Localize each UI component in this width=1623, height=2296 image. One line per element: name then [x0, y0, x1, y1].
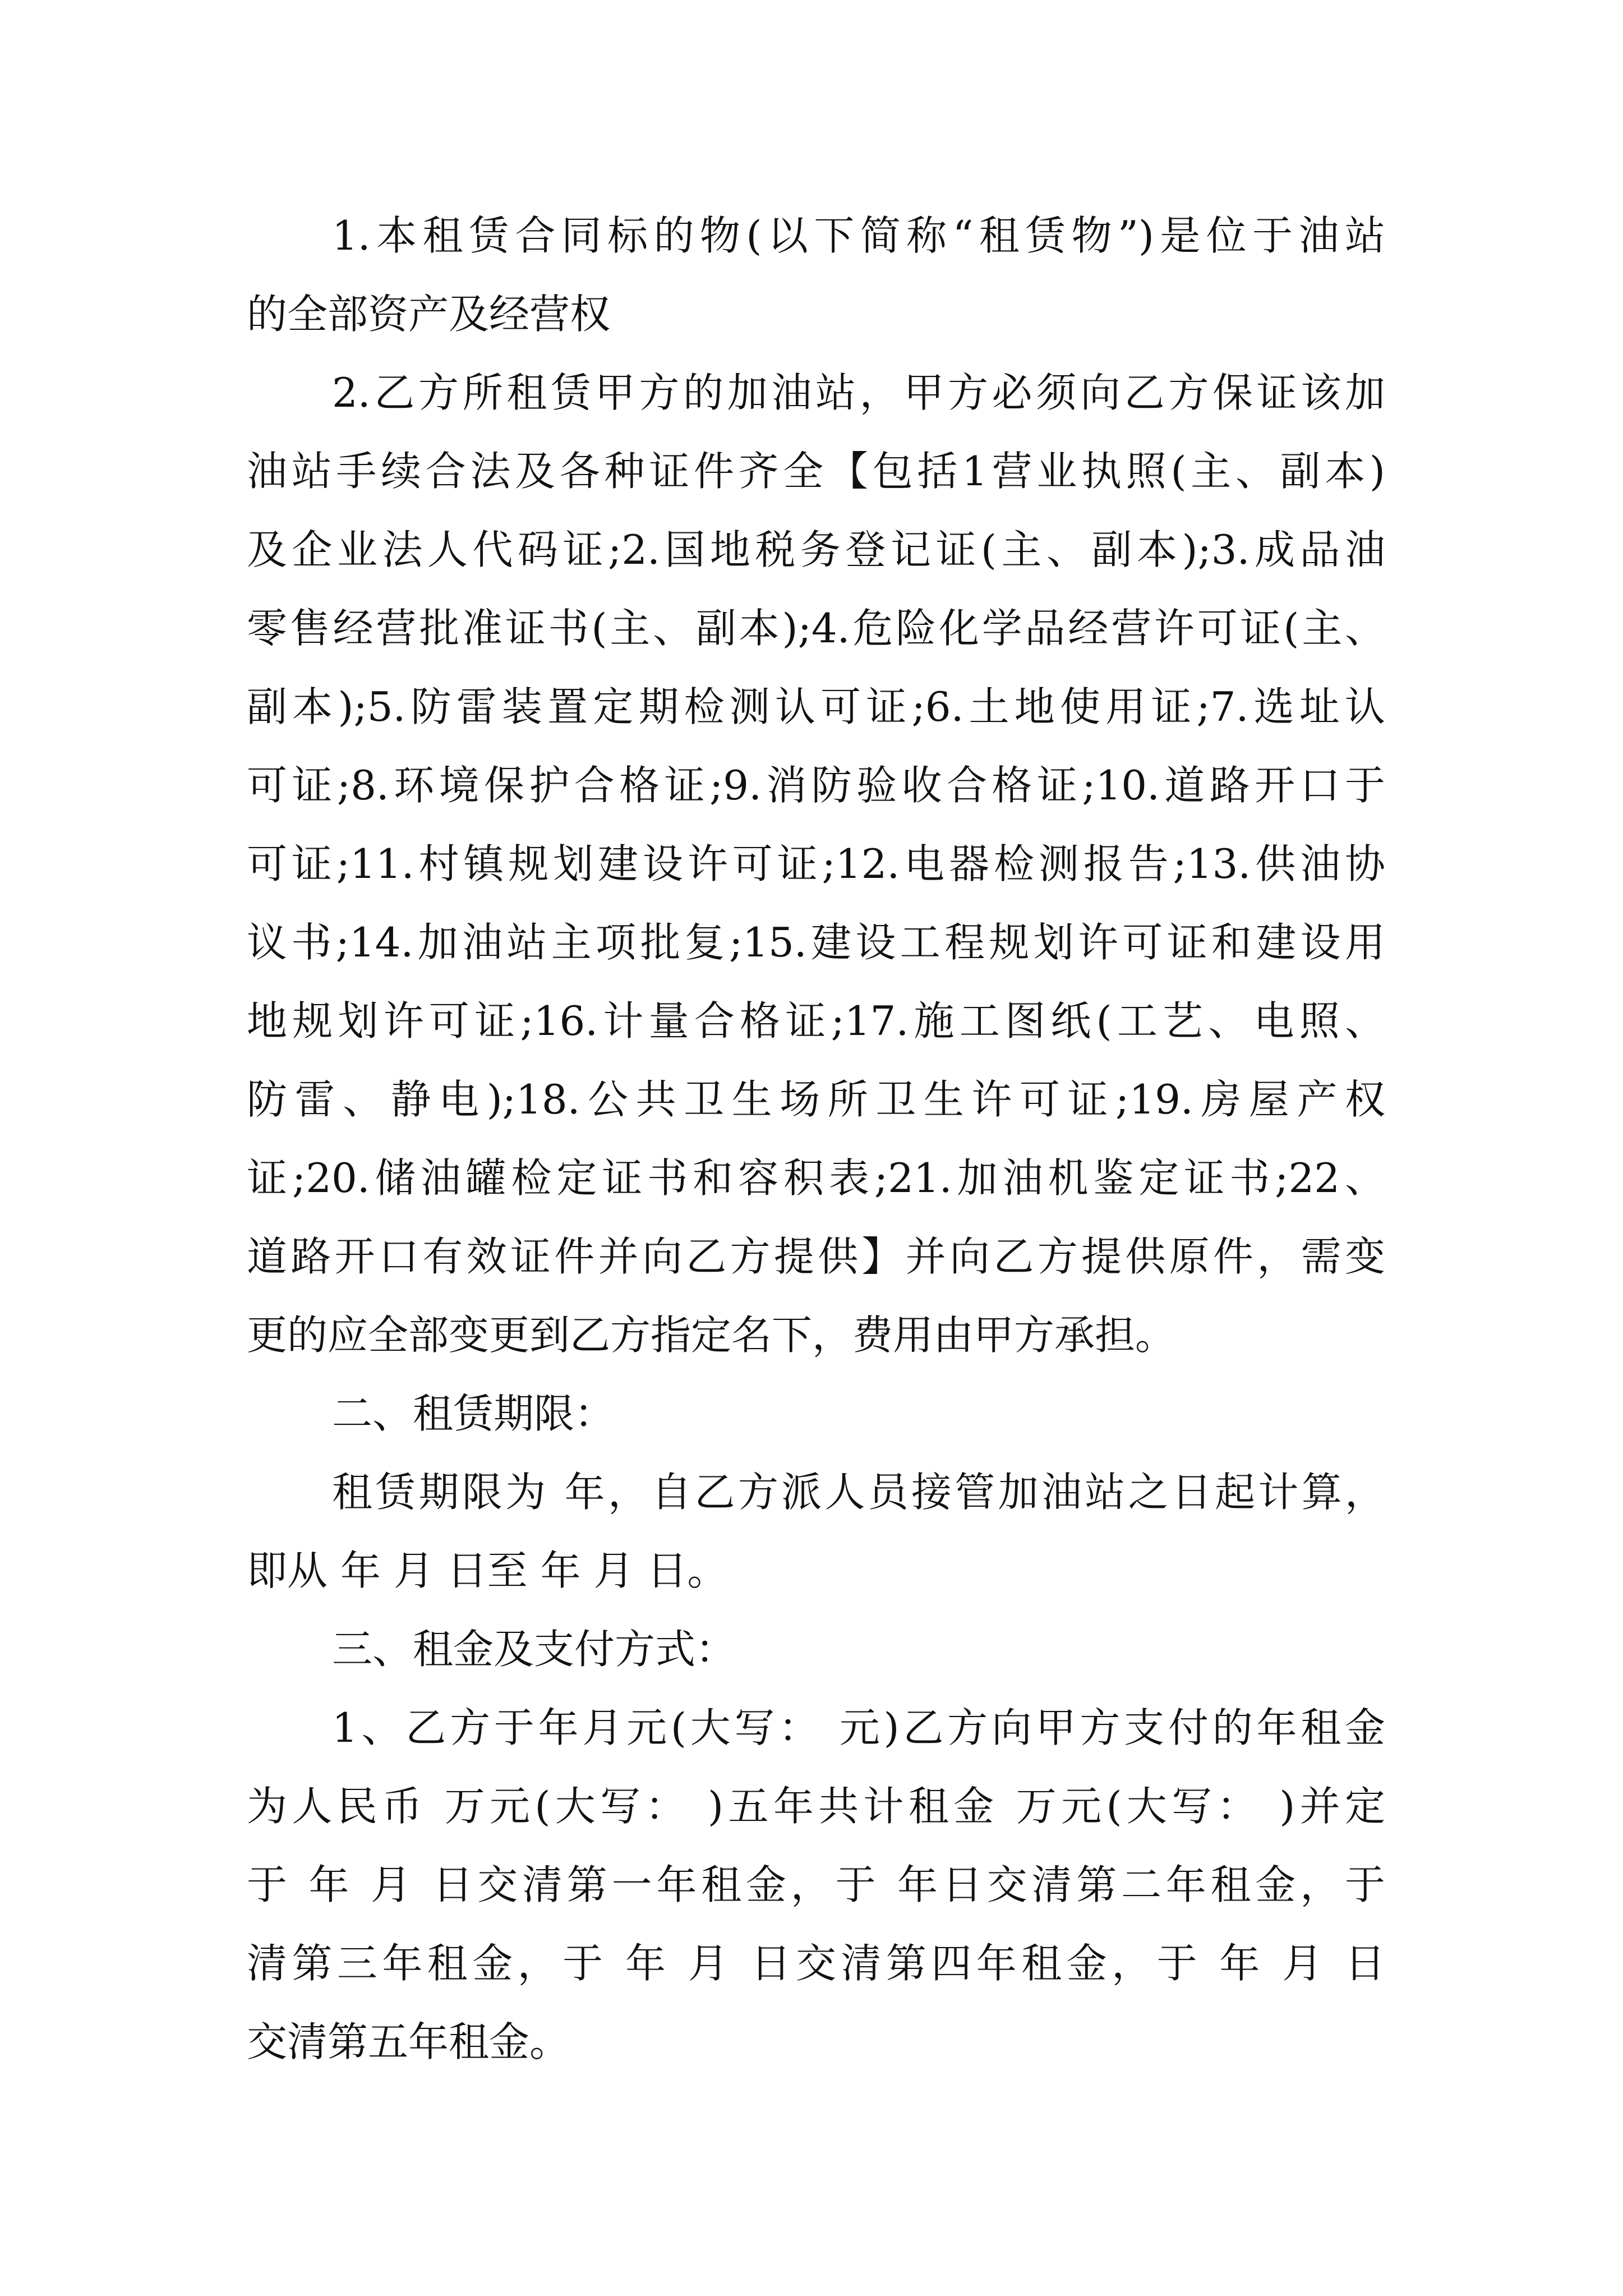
- text-line: 道路开口有效证件并向乙方提供】并向乙方提供原件，需变: [247, 1233, 1385, 1280]
- text-line: 1、乙方于年月元(大写： 元)乙方向甲方支付的年租金: [332, 1704, 1385, 1751]
- section-heading: 三、租金及支付方式：: [332, 1626, 736, 1673]
- text-line: 为人民币 万元(大写： )五年共计租金 万元(大写： )并定: [247, 1783, 1385, 1830]
- text-line: 2.乙方所租赁甲方的加油站，甲方必须向乙方保证该加: [332, 369, 1385, 416]
- text-line: 议书;14.加油站主项批复;15.建设工程规划许可证和建设用: [247, 919, 1385, 966]
- text-line: 更的应全部变更到乙方指定名下，费用由甲方承担。: [247, 1312, 1176, 1359]
- text-line: 防雷、静电);18.公共卫生场所卫生许可证;19.房屋产权: [247, 1076, 1385, 1123]
- text-line: 地规划许可证;16.计量合格证;17.施工图纸(工艺、电照、: [247, 997, 1385, 1045]
- text-line: 即从 年 月 日至 年 月 日。: [247, 1547, 728, 1594]
- text-line: 可证;8.环境保护合格证;9.消防验收合格证;10.道路开口于: [247, 762, 1385, 809]
- text-line: 交清第五年租金。: [247, 2018, 570, 2065]
- text-line: 租赁期限为 年，自乙方派人员接管加油站之日起计算，: [332, 1469, 1385, 1516]
- text-line: 可证;11.村镇规划建设许可证;12.电器检测报告;13.供油协: [247, 840, 1385, 887]
- text-line: 清第三年租金，于 年 月 日交清第四年租金，于 年 月 日: [247, 1940, 1385, 1987]
- text-line: 证;20.储油罐检定证书和容积表;21.加油机鉴定证书;22、: [247, 1154, 1385, 1202]
- text-line: 及企业法人代码证;2.国地税务登记证(主、副本);3.成品油: [247, 526, 1385, 573]
- text-line: 零售经营批准证书(主、副本);4.危险化学品经营许可证(主、: [247, 605, 1385, 652]
- text-line: 1.本租赁合同标的物(以下简称“租赁物”)是位于油站: [332, 212, 1385, 259]
- document-body: [247, 196, 1385, 2081]
- text-line: 油站手续合法及各种证件齐全【包括1营业执照(主、副本): [247, 448, 1385, 495]
- text-line: 副本);5.防雷装置定期检测认可证;6.土地使用证;7.选址认: [247, 683, 1385, 730]
- section-heading: 二、租赁期限：: [332, 1390, 615, 1437]
- text-line: 于 年 月 日交清第一年租金，于 年日交清第二年租金，于: [247, 1861, 1385, 1908]
- text-line: 的全部资产及经营权: [247, 291, 611, 338]
